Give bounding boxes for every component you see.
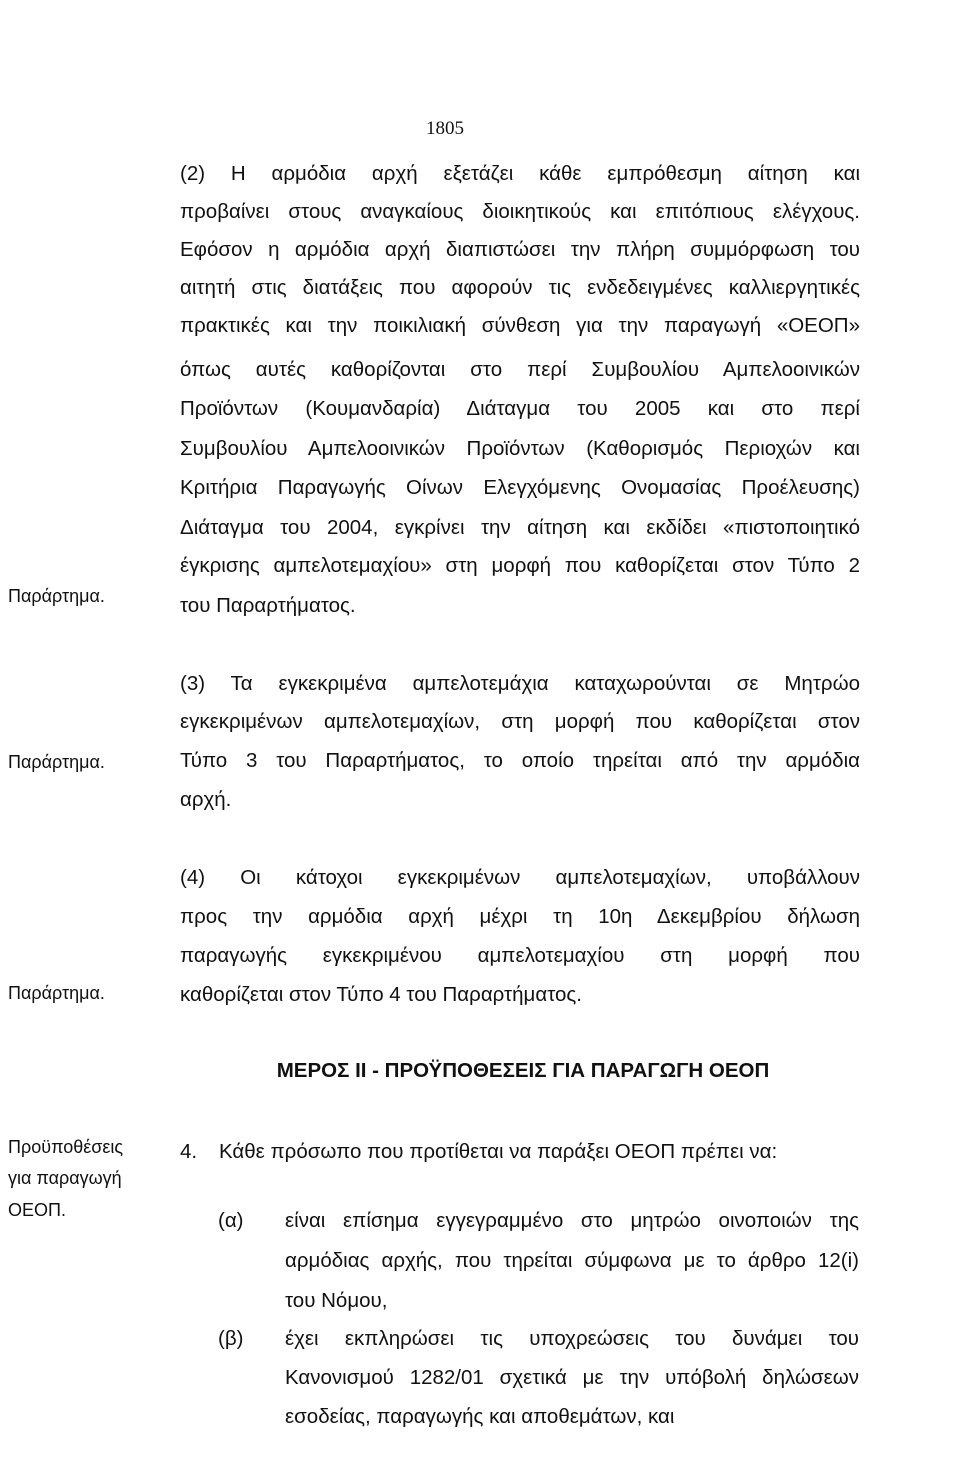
paragraph-line: προς την αρμόδια αρχή μέχρι τη 10η Δεκεμβρίου δήλωση: [180, 905, 860, 928]
part-heading: ΜΕΡΟΣ ΙΙ - ΠΡΟΫΠΟΘΕΣΕΙΣ ΓΙΑ ΠΑΡΑΓΩΓΗ ΟΕΟΠ: [276, 1059, 770, 1082]
paragraph-line: πρακτικές και την ποικιλιακή σύνθεση για την παραγωγή «ΟΕΟΠ»: [180, 314, 860, 337]
paragraph-line: Εφόσον η αρμόδια αρχή διαπιστώσει την πλήρη συμμόρφωση του: [180, 238, 860, 261]
section-intro: Κάθε πρόσωπο που προτίθεται να παράξει ΟΕΟΠ πρέπει να:: [219, 1140, 778, 1163]
paragraph-line: εγκεκριμένων αμπελοτεμαχίων, στη μορφή που καθορίζεται στον: [180, 710, 860, 733]
section-number: 4.: [180, 1140, 198, 1163]
paragraph-line: του Παραρτήματος.: [180, 594, 356, 617]
margin-note: Παράρτημα.: [8, 983, 105, 1003]
paragraph-line: παραγωγής εγκεκριμένου αμπελοτεμαχίου στη μορφή που: [180, 944, 860, 967]
paragraph-line: Κριτήρια Παραγωγής Οίνων Ελεγχόμενης Ονομασίας Προέλευσης): [180, 476, 860, 499]
paragraph-line: όπως αυτές καθορίζονται στο περί Συμβουλίου Αμπελοοινικών: [180, 358, 860, 381]
paragraph-line: (4) Οι κάτοχοι εγκεκριμένων αμπελοτεμαχίων, υποβάλλουν: [180, 866, 860, 889]
paragraph-line: Τύπο 3 του Παραρτήματος, το οποίο τηρείται από την αρμόδια: [180, 749, 860, 772]
margin-note: για παραγωγή: [8, 1168, 122, 1188]
page-number: 1805: [426, 118, 464, 139]
item-line: έχει εκπληρώσει τις υποχρεώσεις του δυνάμει του: [285, 1327, 859, 1350]
paragraph-line: Προϊόντων (Κουμανδαρία) Διάταγμα του 2005 και στο περί: [180, 397, 860, 420]
margin-note: Παράρτημα.: [8, 752, 105, 772]
margin-note: ΟΕΟΠ.: [8, 1200, 67, 1220]
paragraph-line: αρχή.: [180, 788, 232, 811]
paragraph-line: (3) Τα εγκεκριμένα αμπελοτεμάχια καταχωρούνται σε Μητρώο: [180, 672, 860, 695]
paragraph-line: έγκρισης αμπελοτεμαχίου» στη μορφή που καθορίζεται στον Τύπο 2: [180, 554, 860, 577]
paragraph-line: καθορίζεται στον Τύπο 4 του Παραρτήματος.: [180, 983, 582, 1006]
margin-note: Προϋποθέσεις: [8, 1137, 124, 1157]
paragraph-line: προβαίνει στους αναγκαίους διοικητικούς και επιτόπιους ελέγχους.: [180, 200, 860, 223]
paragraph-line: Διάταγμα του 2004, εγκρίνει την αίτηση και εκδίδει «πιστοποιητικό: [180, 516, 860, 539]
item-line: αρμόδιας αρχής, που τηρείται σύμφωνα με το άρθρο 12(i): [285, 1249, 859, 1272]
paragraph-line: αιτητή στις διατάξεις που αφορούν τις ενδεδειγμένες καλλιεργητικές: [180, 276, 860, 299]
item-line: Κανονισμού 1282/01 σχετικά με την υπόβολή δηλώσεων: [285, 1366, 859, 1389]
item-label: (β): [218, 1327, 244, 1350]
paragraph-line: (2) Η αρμόδια αρχή εξετάζει κάθε εμπρόθεσμη αίτηση και: [180, 162, 860, 185]
paragraph-line: Συμβουλίου Αμπελοοινικών Προϊόντων (Καθορισμός Περιοχών και: [180, 437, 860, 460]
item-line: του Νόμου,: [285, 1289, 388, 1312]
margin-note: Παράρτημα.: [8, 586, 105, 606]
item-label: (α): [218, 1209, 244, 1232]
item-line: εσοδείας, παραγωγής και αποθεμάτων, και: [285, 1405, 675, 1428]
item-line: είναι επίσημα εγγεγραμμένο στο μητρώο οινοποιών της: [285, 1209, 859, 1232]
